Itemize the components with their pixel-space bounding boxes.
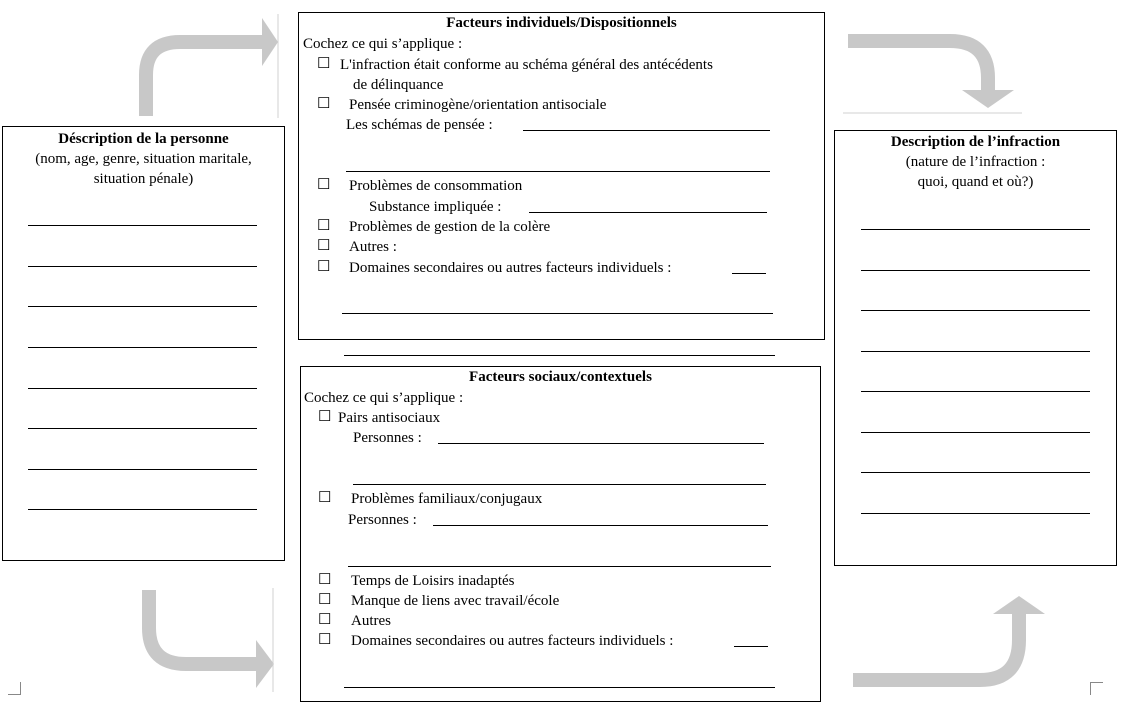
checkbox-icon[interactable]: ☐ [317, 259, 331, 275]
individual-factors-title: Facteurs individuels/Dispositionnels [446, 15, 677, 31]
checkbox-icon[interactable]: ☐ [317, 96, 331, 112]
social-item-other: Autres [351, 613, 391, 629]
curved-arrow-icon [993, 596, 1045, 614]
person-answer-line[interactable] [28, 347, 257, 348]
infraction-answer-line[interactable] [861, 432, 1090, 433]
infraction-answer-line[interactable] [861, 229, 1090, 230]
family-persons-label: Personnes : [348, 512, 417, 528]
social-instruction: Cochez ce qui s’applique : [304, 390, 464, 406]
individual-item-pattern-cont: de délinquance [353, 77, 444, 93]
checkbox-icon[interactable]: ☐ [317, 177, 331, 193]
person-answer-line[interactable] [28, 306, 257, 307]
checkbox-icon[interactable]: ☐ [318, 612, 332, 628]
social-item-leisure: Temps de Loisirs inadaptés [351, 573, 515, 589]
substance-label: Substance impliquée : [369, 199, 502, 215]
infraction-answer-line[interactable] [861, 391, 1090, 392]
individual-item-criminogenic: Pensée criminogène/orientation antisociale [349, 97, 607, 113]
individual-item-consumption: Problèmes de consommation [349, 178, 523, 194]
page-corner-mark [1090, 682, 1103, 695]
curved-arrow-icon [149, 590, 258, 664]
thinking-patterns-field-2[interactable] [346, 171, 770, 172]
checkbox-icon[interactable]: ☐ [318, 632, 332, 648]
secondary-field[interactable] [342, 313, 773, 314]
person-answer-line[interactable] [28, 266, 257, 267]
social-item-secondary: Domaines secondaires ou autres facteurs individuels : [351, 633, 674, 649]
individual-item-pattern: L'infraction était conforme au schéma général des antécédents [340, 57, 713, 73]
peers-persons-field[interactable] [438, 443, 764, 444]
peers-persons-field-2[interactable] [353, 484, 766, 485]
secondary-inline-field[interactable] [732, 273, 766, 274]
individual-item-anger: Problèmes de gestion de la colère [349, 219, 551, 235]
curved-arrow-icon [262, 18, 278, 66]
checkbox-icon[interactable]: ☐ [318, 572, 332, 588]
person-answer-line[interactable] [28, 469, 257, 470]
checkbox-icon[interactable]: ☐ [317, 218, 331, 234]
infraction-answer-line[interactable] [861, 513, 1090, 514]
separator-line [344, 355, 775, 356]
checkbox-icon[interactable]: ☐ [317, 238, 331, 254]
infraction-answer-line[interactable] [861, 472, 1090, 473]
individual-instruction: Cochez ce qui s’applique : [303, 36, 463, 52]
individual-item-other: Autres : [349, 239, 397, 255]
curved-arrow-icon [853, 612, 1019, 680]
person-description-box [2, 126, 285, 561]
checkbox-icon[interactable]: ☐ [318, 409, 332, 425]
checkbox-icon[interactable]: ☐ [318, 592, 332, 608]
thinking-patterns-label: Les schémas de pensée : [346, 117, 493, 133]
individual-item-secondary: Domaines secondaires ou autres facteurs individuels : [349, 260, 672, 276]
curved-arrow-icon [962, 90, 1014, 108]
family-persons-field-2[interactable] [348, 566, 771, 567]
social-item-work-school: Manque de liens avec travail/école [351, 593, 560, 609]
person-title: Déscription de la personne [58, 131, 229, 147]
person-answer-line[interactable] [28, 388, 257, 389]
social-secondary-inline-field[interactable] [734, 646, 768, 647]
infraction-subtitle: (nature de l’infraction : quoi, quand et où?) [905, 154, 1046, 190]
family-persons-field[interactable] [433, 525, 768, 526]
infraction-description-box [834, 130, 1117, 566]
substance-field[interactable] [529, 212, 767, 213]
checkbox-icon[interactable]: ☐ [318, 490, 332, 506]
curved-arrow-icon [256, 640, 274, 688]
checkbox-icon[interactable]: ☐ [317, 56, 331, 72]
social-factors-title: Facteurs sociaux/contextuels [469, 369, 652, 385]
infraction-answer-line[interactable] [861, 270, 1090, 271]
infraction-answer-line[interactable] [861, 351, 1090, 352]
person-answer-line[interactable] [28, 509, 257, 510]
page-corner-mark [8, 682, 21, 695]
person-answer-line[interactable] [28, 225, 257, 226]
infraction-title: Description de l’infraction [890, 134, 1061, 150]
person-answer-line[interactable] [28, 428, 257, 429]
social-secondary-field[interactable] [344, 687, 775, 688]
social-item-family: Problèmes familiaux/conjugaux [351, 491, 543, 507]
person-subtitle: (nom, age, genre, situation maritale, situation pénale) [35, 151, 252, 187]
curved-arrow-icon [146, 42, 265, 116]
infraction-answer-line[interactable] [861, 310, 1090, 311]
thinking-patterns-field[interactable] [523, 130, 770, 131]
curved-arrow-icon [848, 41, 988, 92]
social-item-peers: Pairs antisociaux [338, 410, 441, 426]
peers-persons-label: Personnes : [353, 430, 422, 446]
